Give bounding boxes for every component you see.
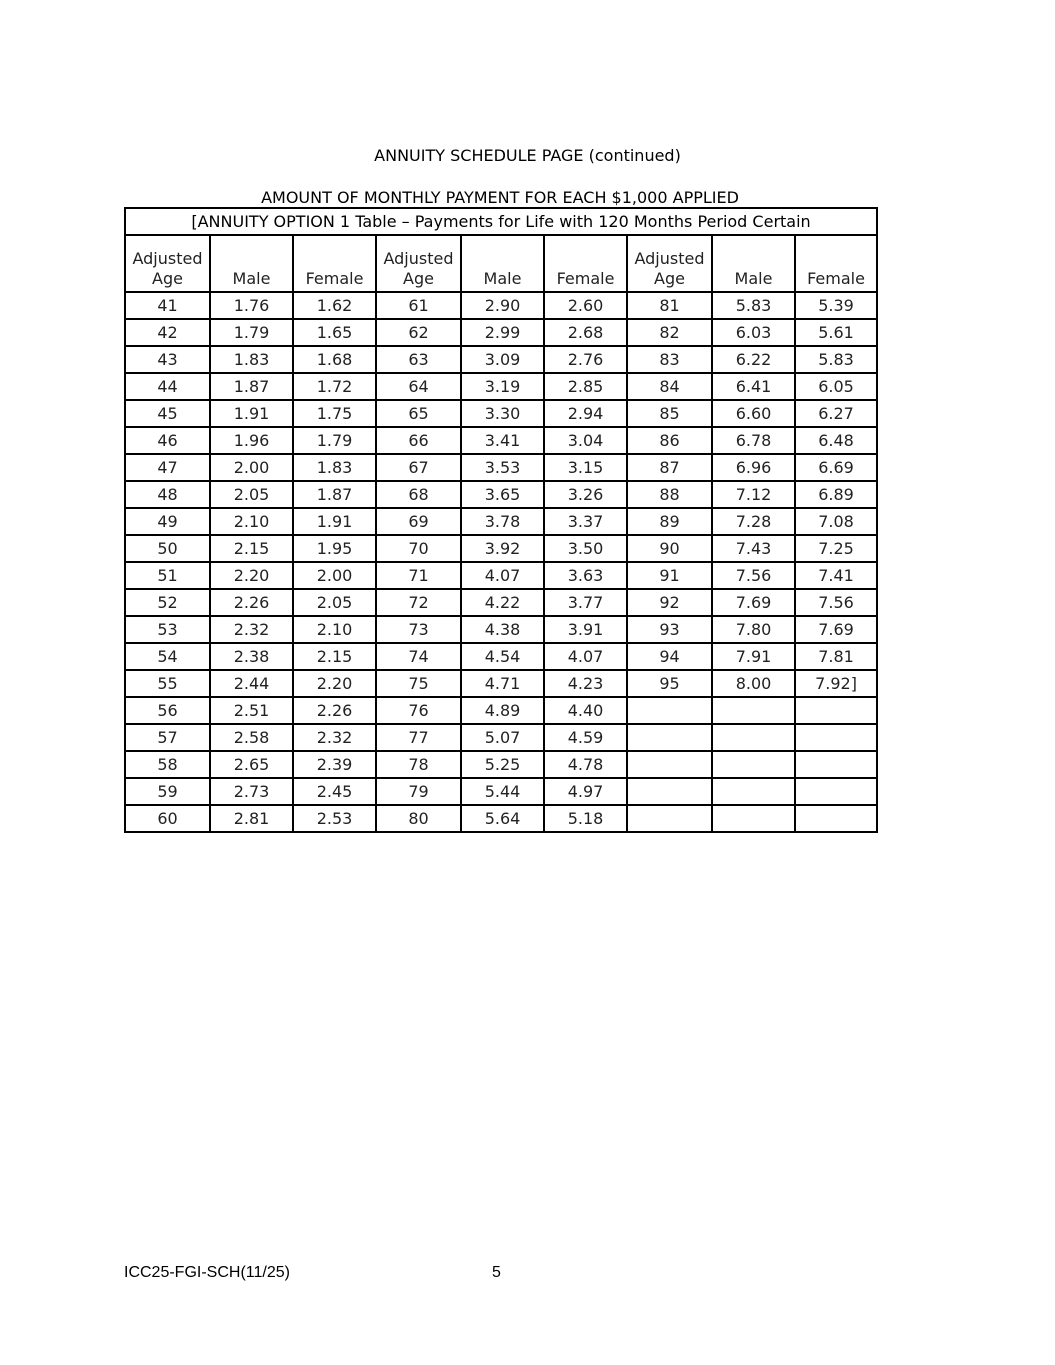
table-cell: 5.83	[712, 292, 795, 319]
table-row	[125, 670, 877, 697]
table-cell: 4.71	[461, 670, 544, 697]
table-cell: 4.59	[544, 724, 627, 751]
table-cell: 4.40	[544, 697, 627, 724]
table-cell: 83	[627, 346, 712, 373]
table-cell: 6.78	[712, 427, 795, 454]
table-cell: 59	[125, 778, 210, 805]
age-label: Age	[152, 269, 183, 288]
table-cell: 4.38	[461, 616, 544, 643]
table-cell: 55	[125, 670, 210, 697]
table-cell: 76	[376, 697, 461, 724]
table-cell	[795, 778, 877, 805]
table-cell: 3.37	[544, 508, 627, 535]
table-cell: 1.95	[293, 535, 376, 562]
table-cell: 2.15	[293, 643, 376, 670]
table-cell: 1.62	[293, 292, 376, 319]
table-cell: 3.77	[544, 589, 627, 616]
table-cell: 5.18	[544, 805, 627, 832]
table-cell: 1.83	[293, 454, 376, 481]
table-row	[125, 589, 877, 616]
table-cell: 87	[627, 454, 712, 481]
table-cell: 8.00	[712, 670, 795, 697]
table-cell: 85	[627, 400, 712, 427]
table-cell: 7.43	[712, 535, 795, 562]
table-cell: 72	[376, 589, 461, 616]
table-cell	[795, 724, 877, 751]
table-cell: 64	[376, 373, 461, 400]
table-cell	[712, 778, 795, 805]
table-cell: 2.20	[293, 670, 376, 697]
table-cell: 2.73	[210, 778, 293, 805]
column-header-adjusted-age	[125, 235, 210, 292]
table-cell	[712, 697, 795, 724]
table-row	[125, 427, 877, 454]
table-cell: 2.00	[293, 562, 376, 589]
table-row	[125, 643, 877, 670]
table-cell: 67	[376, 454, 461, 481]
table-row	[125, 373, 877, 400]
table-cell: 2.32	[210, 616, 293, 643]
table-cell: 68	[376, 481, 461, 508]
table-cell: 77	[376, 724, 461, 751]
table-cell: 7.56	[712, 562, 795, 589]
table-cell: 1.79	[210, 319, 293, 346]
column-header-female: Female	[293, 235, 376, 292]
table-cell: 2.65	[210, 751, 293, 778]
table-cell: 63	[376, 346, 461, 373]
table-cell: 2.00	[210, 454, 293, 481]
table-cell: 1.87	[293, 481, 376, 508]
table-cell: 92	[627, 589, 712, 616]
table-cell: 4.97	[544, 778, 627, 805]
table-cell: 1.65	[293, 319, 376, 346]
table-cell: 2.85	[544, 373, 627, 400]
table-cell: 89	[627, 508, 712, 535]
column-header-female: Female	[544, 235, 627, 292]
table-cell: 3.53	[461, 454, 544, 481]
table-cell	[627, 778, 712, 805]
table-cell: 2.60	[544, 292, 627, 319]
table-cell: 93	[627, 616, 712, 643]
table-cell	[795, 697, 877, 724]
table-cell: 2.26	[293, 697, 376, 724]
adjusted-label: Adjusted	[634, 249, 705, 268]
table-cell: 2.76	[544, 346, 627, 373]
table-cell: 47	[125, 454, 210, 481]
table-cell: 1.68	[293, 346, 376, 373]
table-cell: 4.23	[544, 670, 627, 697]
table-cell: 3.63	[544, 562, 627, 589]
table-cell: 2.32	[293, 724, 376, 751]
table-cell: 3.91	[544, 616, 627, 643]
table-cell: 6.05	[795, 373, 877, 400]
table-row	[125, 724, 877, 751]
table-cell: 49	[125, 508, 210, 535]
table-cell: 2.38	[210, 643, 293, 670]
table-cell: 5.25	[461, 751, 544, 778]
table-row	[125, 508, 877, 535]
table-row	[125, 346, 877, 373]
table-cell: 2.45	[293, 778, 376, 805]
table-cell: 1.83	[210, 346, 293, 373]
table-cell: 57	[125, 724, 210, 751]
table-cell: 5.83	[795, 346, 877, 373]
table-cell: 71	[376, 562, 461, 589]
table-cell: 95	[627, 670, 712, 697]
table-cell: 2.94	[544, 400, 627, 427]
table-cell	[627, 724, 712, 751]
table-cell: 5.07	[461, 724, 544, 751]
table-cell: 7.81	[795, 643, 877, 670]
table-row	[125, 454, 877, 481]
table-cell: 84	[627, 373, 712, 400]
table-cell: 6.03	[712, 319, 795, 346]
table-cell: 58	[125, 751, 210, 778]
table-cell: 1.72	[293, 373, 376, 400]
table-cell: 75	[376, 670, 461, 697]
table-row	[125, 535, 877, 562]
table-cell: 7.41	[795, 562, 877, 589]
adjusted-label: Adjusted	[132, 249, 203, 268]
table-cell: 1.76	[210, 292, 293, 319]
table-cell: 2.26	[210, 589, 293, 616]
table-row	[125, 751, 877, 778]
table-cell: 2.05	[293, 589, 376, 616]
table-cell: 65	[376, 400, 461, 427]
table-cell	[795, 751, 877, 778]
table-row	[125, 481, 877, 508]
table-cell: 6.96	[712, 454, 795, 481]
table-row	[125, 616, 877, 643]
table-cell: 52	[125, 589, 210, 616]
table-cell: 7.12	[712, 481, 795, 508]
table-cell: 54	[125, 643, 210, 670]
table-cell: 7.69	[795, 616, 877, 643]
table-cell: 1.87	[210, 373, 293, 400]
table-cell	[627, 805, 712, 832]
table-cell: 1.96	[210, 427, 293, 454]
table-title: [ANNUITY OPTION 1 Table – Payments for Life with 120 Months Period Certain	[125, 208, 877, 235]
table-cell: 5.64	[461, 805, 544, 832]
table-cell: 3.04	[544, 427, 627, 454]
table-cell: 6.41	[712, 373, 795, 400]
table-cell: 2.68	[544, 319, 627, 346]
table-cell: 2.05	[210, 481, 293, 508]
table-cell: 1.91	[210, 400, 293, 427]
table-cell: 3.09	[461, 346, 544, 373]
table-cell	[712, 724, 795, 751]
column-header-row	[125, 235, 877, 292]
table-cell: 6.69	[795, 454, 877, 481]
table-cell: 48	[125, 481, 210, 508]
table-row	[125, 562, 877, 589]
table-cell: 5.44	[461, 778, 544, 805]
table-cell: 4.22	[461, 589, 544, 616]
table-cell: 78	[376, 751, 461, 778]
table-cell: 53	[125, 616, 210, 643]
table-cell: 88	[627, 481, 712, 508]
table-cell: 3.26	[544, 481, 627, 508]
table-cell: 60	[125, 805, 210, 832]
table-cell: 5.39	[795, 292, 877, 319]
table-cell: 2.20	[210, 562, 293, 589]
table-cell: 81	[627, 292, 712, 319]
table-cell: 44	[125, 373, 210, 400]
table-cell: 4.78	[544, 751, 627, 778]
table-cell: 74	[376, 643, 461, 670]
table-cell: 7.25	[795, 535, 877, 562]
table-cell: 3.41	[461, 427, 544, 454]
table-cell: 7.91	[712, 643, 795, 670]
table-cell: 3.65	[461, 481, 544, 508]
table-cell: 46	[125, 427, 210, 454]
table-cell: 2.15	[210, 535, 293, 562]
table-cell: 2.10	[210, 508, 293, 535]
table-cell: 7.56	[795, 589, 877, 616]
table-cell: 3.92	[461, 535, 544, 562]
table-cell: 86	[627, 427, 712, 454]
table-cell: 4.07	[461, 562, 544, 589]
table-body	[125, 292, 877, 832]
table-cell: 43	[125, 346, 210, 373]
table-cell: 7.69	[712, 589, 795, 616]
table-cell: 79	[376, 778, 461, 805]
table-cell: 69	[376, 508, 461, 535]
table-cell: 42	[125, 319, 210, 346]
table-cell: 45	[125, 400, 210, 427]
table-row	[125, 805, 877, 832]
table-cell: 2.51	[210, 697, 293, 724]
table-cell	[795, 805, 877, 832]
table-row	[125, 697, 877, 724]
table-cell: 7.08	[795, 508, 877, 535]
table-cell: 6.22	[712, 346, 795, 373]
table-cell: 6.48	[795, 427, 877, 454]
table-cell: 56	[125, 697, 210, 724]
table-cell: 1.91	[293, 508, 376, 535]
table-cell: 66	[376, 427, 461, 454]
table-cell: 1.79	[293, 427, 376, 454]
table-cell: 91	[627, 562, 712, 589]
table-cell: 2.90	[461, 292, 544, 319]
table-cell: 50	[125, 535, 210, 562]
table-cell: 2.44	[210, 670, 293, 697]
table-cell: 5.61	[795, 319, 877, 346]
age-label: Age	[654, 269, 685, 288]
footer-page-number: 5	[492, 1264, 501, 1281]
table-cell: 80	[376, 805, 461, 832]
table-row	[125, 400, 877, 427]
table-cell: 94	[627, 643, 712, 670]
table-cell: 2.39	[293, 751, 376, 778]
table-row	[125, 319, 877, 346]
column-header-female: Female	[795, 235, 877, 292]
annuity-option-1-table	[124, 207, 878, 833]
table-cell: 2.10	[293, 616, 376, 643]
adjusted-label: Adjusted	[383, 249, 454, 268]
table-cell: 3.78	[461, 508, 544, 535]
table-cell: 7.92]	[795, 670, 877, 697]
table-cell	[627, 697, 712, 724]
table-cell: 4.54	[461, 643, 544, 670]
table-cell: 3.50	[544, 535, 627, 562]
table-cell: 61	[376, 292, 461, 319]
table-cell: 82	[627, 319, 712, 346]
footer-form-code: ICC25-FGI-SCH(11/25)	[124, 1264, 290, 1281]
column-header-male: Male	[712, 235, 795, 292]
table-cell: 6.27	[795, 400, 877, 427]
table-cell: 3.19	[461, 373, 544, 400]
table-cell: 3.30	[461, 400, 544, 427]
table-cell: 7.80	[712, 616, 795, 643]
column-header-adjusted-age	[376, 235, 461, 292]
table-cell: 90	[627, 535, 712, 562]
column-header-adjusted-age	[627, 235, 712, 292]
table-cell: 73	[376, 616, 461, 643]
table-cell: 2.81	[210, 805, 293, 832]
table-cell: 51	[125, 562, 210, 589]
table-row	[125, 292, 877, 319]
table-cell: 1.75	[293, 400, 376, 427]
table-cell	[627, 751, 712, 778]
age-label: Age	[403, 269, 434, 288]
table-cell: 2.99	[461, 319, 544, 346]
column-header-male: Male	[210, 235, 293, 292]
table-cell	[712, 805, 795, 832]
table-row	[125, 778, 877, 805]
table-cell: 2.58	[210, 724, 293, 751]
page-title: ANNUITY SCHEDULE PAGE (continued)	[374, 146, 681, 165]
table-cell: 70	[376, 535, 461, 562]
table-cell: 4.89	[461, 697, 544, 724]
table-cell	[712, 751, 795, 778]
table-cell: 6.89	[795, 481, 877, 508]
column-header-male: Male	[461, 235, 544, 292]
table-cell: 62	[376, 319, 461, 346]
table-cell: 6.60	[712, 400, 795, 427]
table-cell: 41	[125, 292, 210, 319]
table-cell: 7.28	[712, 508, 795, 535]
table-cell: 3.15	[544, 454, 627, 481]
table-caption: AMOUNT OF MONTHLY PAYMENT FOR EACH $1,000 APPLIED	[261, 188, 739, 207]
table-cell: 4.07	[544, 643, 627, 670]
table-cell: 2.53	[293, 805, 376, 832]
